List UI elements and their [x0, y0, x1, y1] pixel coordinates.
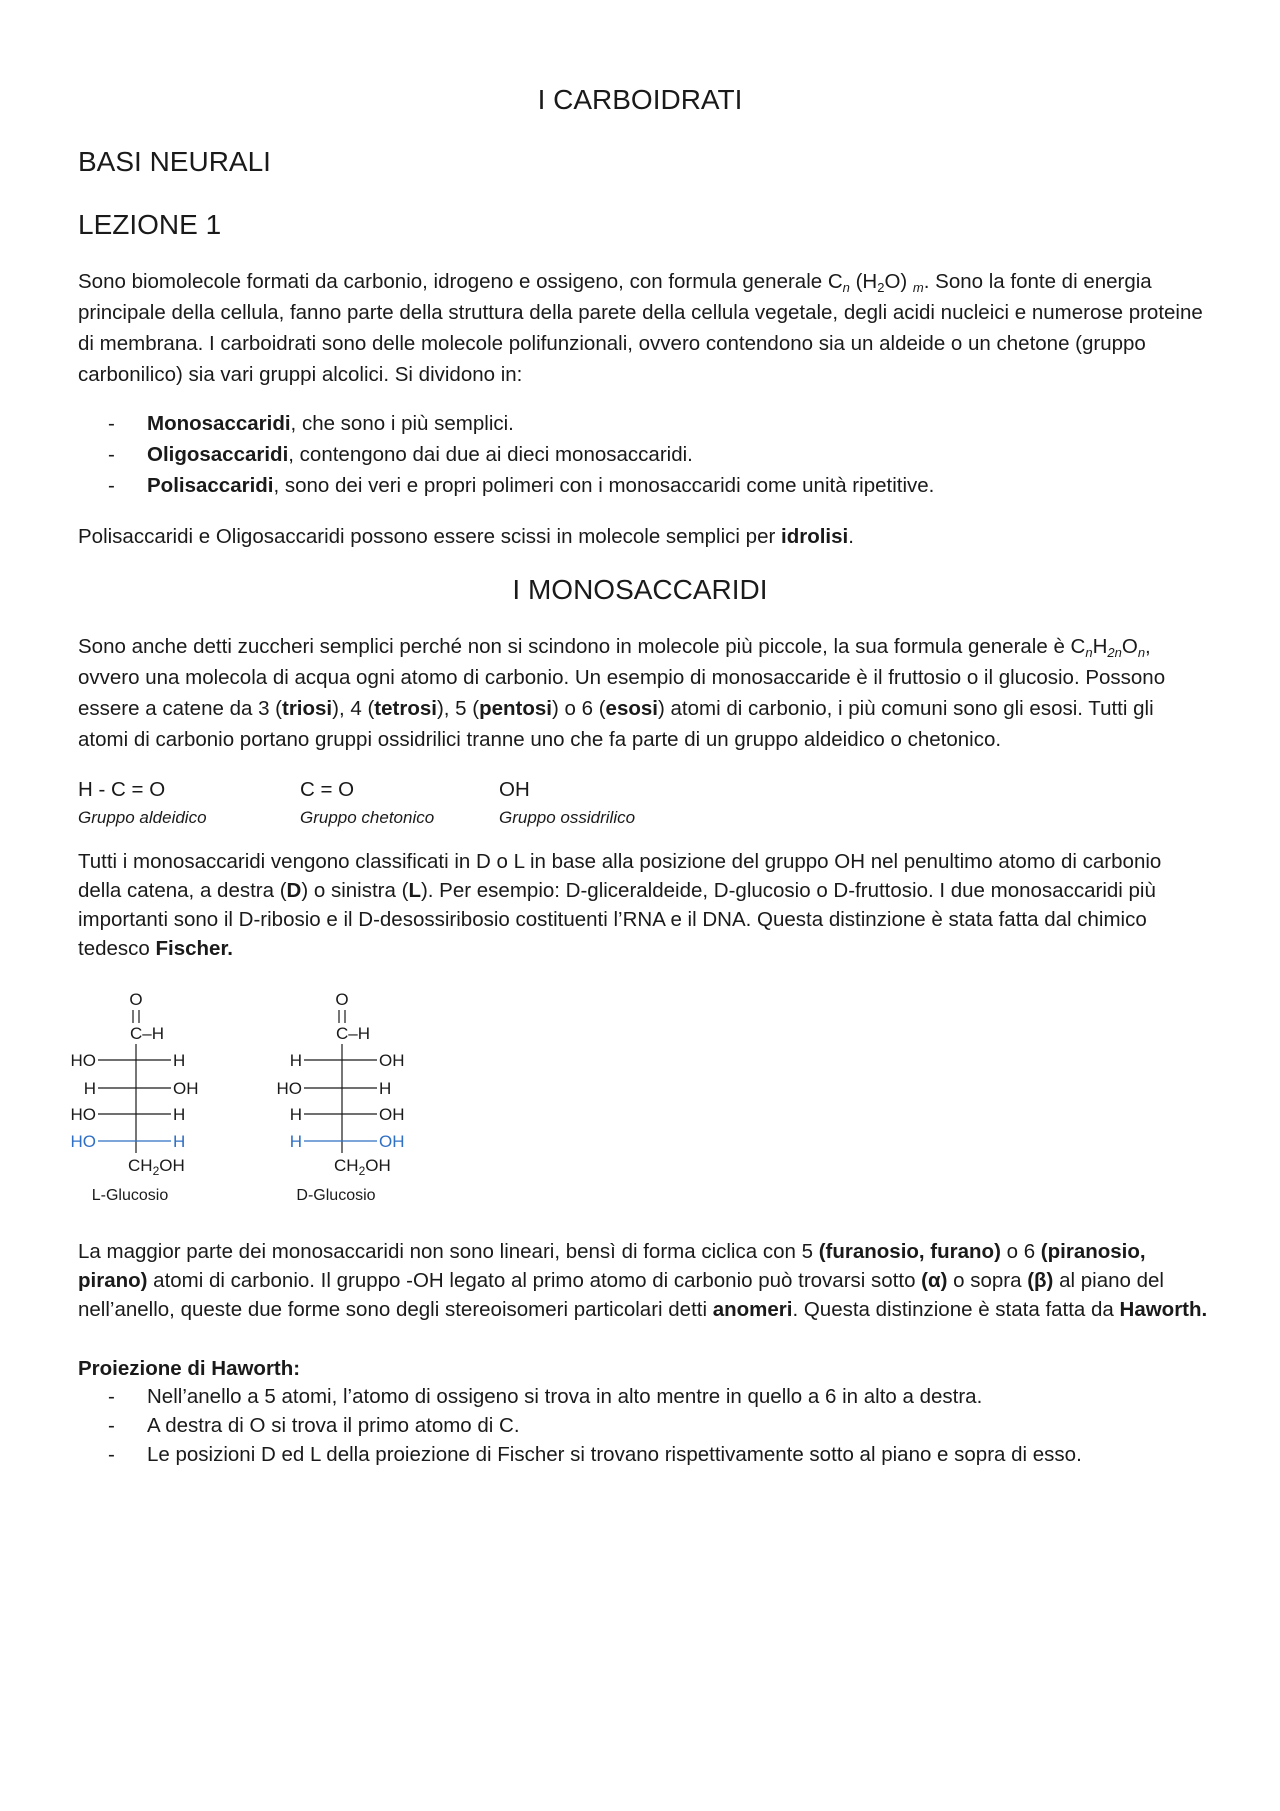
- right-substituent: H: [379, 1079, 392, 1098]
- ketone-group: C = O Gruppo chetonico: [300, 778, 435, 827]
- right-substituent: H: [173, 1105, 186, 1124]
- left-substituent: H: [83, 1079, 96, 1098]
- haworth-points-list: [78, 1382, 1208, 1469]
- d-glucose-label: D-Glucosio: [296, 1187, 376, 1204]
- left-substituent: HO: [70, 1051, 96, 1070]
- list-item: - Le posizioni D ed L della proiezione di Fischer si trovano rispettivamente sotto al piano e sopra di esso.: [108, 1443, 1082, 1466]
- intro-paragraph: Sono biomolecole formati da carbonio, idrogeno e ossigeno, con formula generale $C_n$ $(H_2O)$ $_m$. Sono la fonte di energia principale della cellula, fanno parte della struttura della parete della cellula vegetale, degli acidi nucleici e numerose proteine di membrana. I carboidrati sono delle molecole polifunzionali, ovvero contendono sia un aldeide o un chetone (gruppo carbonilico) sia vari gruppi alcolici. Si dividono in:: [78, 270, 1203, 386]
- right-substituent: OH: [173, 1079, 199, 1098]
- lesson-heading: LEZIONE 1: [78, 209, 222, 240]
- dl-classification-paragraph: Tutti i monosaccaridi vengono classificati in D o L in base alla posizione del gruppo OH nel penultimo atomo di carbonio della catena, a destra (D) o sinistra (L). Per esempio: D-gliceraldeide, D-glucosio o D-fruttosio. I due monosaccaridi più importanti sono il D-ribosio e il D-desossiribosio costituenti l’RNA e il DNA. Questa distinzione è stata fatta dal chimico tedesco Fischer.: [78, 850, 1162, 960]
- right-substituent-highlighted: H: [173, 1132, 186, 1151]
- hydrolysis-paragraph: Polisaccaridi e Oligosaccaridi possono essere scissi in molecole semplici per idrolisi.: [78, 525, 854, 548]
- l-glucose-fischer-projection: [60, 988, 220, 1214]
- hydroxyl-group: OH Gruppo ossidrilico: [499, 778, 636, 827]
- monosaccharides-paragraph: Sono anche detti zuccheri semplici perché non si scindono in molecole più piccole, la sua formula generale è $C_nH_{2n}O_n$, ovvero una molecola di acqua ogni atomo di carbonio. Un esempio di monosaccaride è il fruttosio o il glucosio. Possono essere a catene da 3 (triosi), 4 (tetrosi), 5 (pentosi) o 6 (esosi) atomi di carbonio, i più comuni sono gli esosi. Tutti gli atomi di carbonio portano gruppi ossidrilici tranne uno che fa parte di un gruppo aldeidico o chetonico.: [78, 635, 1166, 751]
- aldehyde-carbon: C–H: [130, 1024, 165, 1043]
- right-substituent-highlighted: OH: [379, 1132, 405, 1151]
- course-heading: BASI NEURALI: [78, 146, 271, 177]
- list-item: - Oligosaccaridi, contengono dai due ai dieci monosaccaridi.: [108, 443, 693, 466]
- left-substituent: HO: [70, 1105, 96, 1124]
- left-substituent-highlighted: H: [289, 1132, 302, 1151]
- right-substituent: OH: [379, 1105, 405, 1124]
- aldehyde-group: H - C = O Gruppo aldeidico: [78, 778, 207, 827]
- left-substituent-highlighted: HO: [70, 1132, 96, 1151]
- list-item: - Nell’anello a 5 atomi, l’atomo di ossigeno si trova in alto mentre in quello a 6 in alto a destra.: [108, 1385, 983, 1408]
- cyclic-forms-paragraph: La maggior parte dei monosaccaridi non sono lineari, bensì di forma ciclica con 5 (furanosio, furano) o 6 (piranosio, pirano) atomi di carbonio. Il gruppo -OH legato al primo atomo di carbonio può trovarsi sotto (α) o sopra (β) al piano del nell’anello, queste due forme sono degli stereoisomeri particolari detti anomeri. Questa distinzione è stata fatta da Haworth.: [78, 1240, 1208, 1321]
- aldehyde-carbon: C–H: [336, 1024, 371, 1043]
- carbohydrate-classes-list: [78, 408, 1208, 501]
- haworth-heading: Proiezione di Haworth:: [78, 1357, 301, 1380]
- left-substituent: H: [289, 1051, 302, 1070]
- oxygen-atom: O: [335, 990, 349, 1009]
- list-item: - Polisaccaridi, sono dei veri e propri polimeri con i monosaccaridi come unità ripetitive.: [108, 474, 935, 497]
- monosaccharides-heading: I MONOSACCARIDI: [512, 574, 768, 605]
- d-glucose-fischer-projection: [266, 988, 426, 1214]
- right-substituent: OH: [379, 1051, 405, 1070]
- l-glucose-label: L-Glucosio: [91, 1187, 169, 1204]
- left-substituent: HO: [276, 1079, 302, 1098]
- right-substituent: H: [173, 1051, 186, 1070]
- left-substituent: H: [289, 1105, 302, 1124]
- ch2oh-group: $CH_2OH$: [334, 1156, 391, 1178]
- oxygen-atom: O: [129, 990, 143, 1009]
- document-title: I CARBOIDRATI: [537, 84, 743, 115]
- list-item: - Monosaccaridi, che sono i più semplici.: [108, 412, 514, 435]
- ch2oh-group: $CH_2OH$: [128, 1156, 185, 1178]
- list-item: - A destra di O si trova il primo atomo di C.: [108, 1414, 520, 1437]
